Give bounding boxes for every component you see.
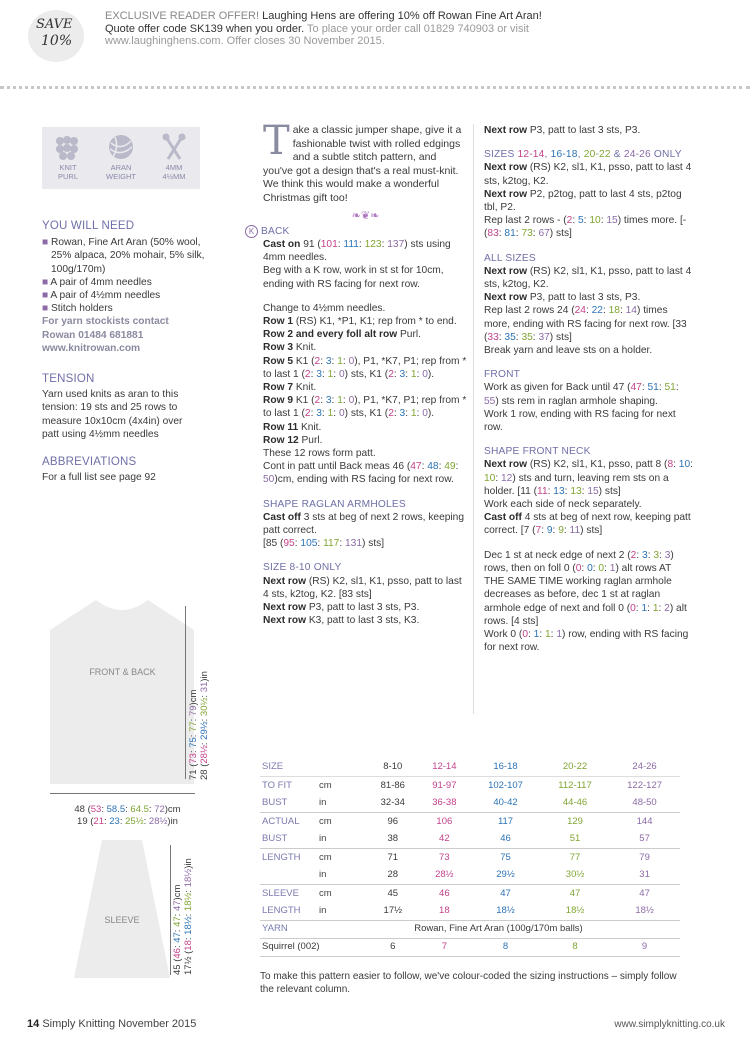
page-number: 14 — [27, 1018, 40, 1030]
raglan-instruction: Cast off 3 sts at beg of next 2 rows, keeping patt correct. [85 (95: 105: 117: 131) sts] — [263, 511, 465, 550]
knit-label: KNIT — [59, 163, 77, 172]
size-8-10-heading: SIZE 8-10 ONLY — [263, 562, 342, 574]
sizes-heading: SIZES 12-14, 16-18, 20-22 & 24-26 ONLY — [484, 149, 682, 161]
stockist-link[interactable]: www.knitrowan.com — [42, 342, 141, 354]
need-item: ■ A pair of 4½mm needles — [42, 290, 161, 302]
needle-4half-label: 4½MM — [162, 172, 186, 181]
tension-heading: TENSION — [42, 373, 95, 385]
front-instruction: Work as given for Back until 47 (47: 51: 51: 55) sts rem in raglan armhole shaping. Work 1 row, ending with RS facing for next row. — [484, 382, 679, 434]
sleeve-height-line — [170, 845, 171, 975]
save-badge-line2: 10% — [41, 33, 73, 49]
need-heading: YOU WILL NEED — [42, 220, 135, 232]
table-row: SIZE 8-10 12-14 16-18 20-22 24-26 — [260, 758, 680, 776]
column-divider — [473, 124, 474, 714]
offer-label: EXCLUSIVE READER OFFER! — [105, 10, 260, 22]
front-back-label: FRONT & BACK — [89, 667, 156, 677]
table-row: in 28 28½ 29½ 30½ 31 — [319, 869, 650, 881]
colour-code-note: To make this pattern easier to follow, we've colour-coded the sizing instructions – simply follow the relevant column. — [260, 971, 677, 995]
drop-cap: T — [263, 118, 290, 164]
tension-section — [42, 373, 202, 441]
magazine-name: Simply Knitting November 2015 — [42, 1018, 197, 1030]
ornament-icon: ❧❦❧ — [351, 209, 380, 222]
need-item: ■ Stitch holders — [42, 303, 113, 315]
weight-label: WEIGHT — [106, 172, 136, 181]
pattern-column-2 — [484, 124, 694, 654]
front-height-line — [185, 606, 186, 779]
table-row: YARN Rowan, Fine Art Aran (100g/170m balls) — [260, 920, 680, 938]
sleeve-height-labels: 45 (46: 47: 47: 47)cm 17½ (18: 18½: 18½: 18½)in — [172, 858, 194, 975]
cast-on-instruction: Cast on 91 (101: 111: 123: 137) sts using 4mm needles. Beg with a K row, work in st st for 10cm, ending with RS facing for next row. — [263, 238, 451, 290]
purl-label: PURL — [57, 172, 78, 181]
abbr-heading: ABBREVIATIONS — [42, 456, 137, 468]
raglan-heading: SHAPE RAGLAN ARMHOLES — [263, 498, 406, 510]
table-row: TO FIT cm 81-86 91-97 102-107 112-117 122-127 — [260, 776, 680, 794]
footer-left — [27, 1018, 196, 1031]
materials-section — [42, 220, 207, 355]
front-width-labels: 48 (53: 58.5: 64.5: 72)cm 19 (21: 23: 25½: 28½)in — [74, 804, 181, 827]
aran-label: ARAN — [110, 163, 132, 172]
needle-4mm-label: 4MM — [165, 163, 183, 172]
header-divider — [0, 86, 750, 89]
pattern-column-1 — [248, 118, 468, 627]
next-row-p3: Next row P3, patt to last 3 sts, P3. — [484, 125, 641, 136]
abbr-text: For a full list see page 92 — [42, 472, 156, 484]
footer-url[interactable]: www.simplyknitting.co.uk — [614, 1019, 725, 1030]
all-sizes-instruction: Next row (RS) K2, sl1, K1, psso, patt to last 4 sts, k2tog, K2. Next row P3, patt to last 3 sts, P3. Rep last 2 rows 24 (24: 22: 18: 14) times more, ending with RS facing for next row. [33 (33: 35: 35: 37) sts] Break yarn and leave sts on a holder. — [484, 265, 692, 357]
front-neck-heading: SHAPE FRONT NECK — [484, 446, 591, 458]
offer-line3: www.laughinghens.com. Offer closes 30 November 2015. — [105, 35, 385, 47]
knit-purl-icon — [54, 133, 82, 189]
all-sizes-heading: ALL SIZES — [484, 252, 536, 264]
abbreviations-section — [42, 456, 202, 484]
need-item: ■ Rowan, Fine Art Aran (50% wool, 25% alpaca, 20% mohair, 5% silk, 100g/170m) — [42, 237, 205, 275]
offer-line1: Laughing Hens are offering 10% off Rowan Fine Art Aran! — [262, 10, 542, 22]
size-table — [260, 758, 680, 957]
table-row: ACTUAL cm 96 106 117 129 144 — [260, 812, 680, 830]
size-8-10-instruction: Next row (RS) K2, sl1, K1, psso, patt to last 4 sts, k2tog, K2. [83 sts] Next row P3, patt to last 3 sts, P3. Next row K3, patt to last 3 sts, K3. — [263, 575, 462, 627]
front-width-line — [50, 793, 195, 794]
table-row: Squirrel (002) 6 7 8 8 9 — [260, 938, 680, 956]
table-row: BUST in 32-34 36-38 40-42 44-46 48-50 — [262, 797, 657, 809]
tension-text: Yarn used knits as aran to this tension: 19 sts and 25 rows to measure 10x10cm (4x4in) over patt using 4½mm needles — [42, 389, 183, 440]
intro-paragraph: Take a classic jumper shape, give it a fashionable twist with rolled edgings and a subtle stitch pattern, and you've got a design that's a real must-knit. We think this would make a wonderful Christmas gift too! — [263, 118, 462, 204]
back-heading: K BACK — [245, 225, 468, 238]
save-badge-line1: SAVE — [36, 17, 73, 32]
sleeve-diagram — [72, 840, 172, 980]
yarn-ball-icon — [106, 133, 136, 189]
sizes-instruction: Next row (RS) K2, sl1, K1, psso, patt to last 4 sts, k2tog, K2. Next row P2, p2tog, patt to last 4 sts, p2tog tbl, P2. Rep last 2 rows - (2: 5: 10: 15) times more. [- (83: 81: 73: 67) sts] — [484, 162, 692, 240]
front-neck-instruction: Next row (RS) K2, sl1, K1, psso, patt 8 (8: 10: 10: 12) sts and turn, leaving rem sts on a holder. [11 (11: 13: 13: 15) sts] Work each side of neck separately. Cast off 4 sts at beg of next row, keeping patt correct. [7 (7: 9: 9: 11) sts] — [484, 459, 693, 537]
stockist-line2: Rowan 01484 681881 — [42, 329, 144, 341]
front-heading: FRONT — [484, 369, 521, 381]
info-icons-box — [42, 127, 200, 189]
table-row: SLEEVE cm 45 46 47 47 47 — [260, 884, 680, 902]
table-row: LENGTH in 17½ 18 18½ 18½ 18½ — [262, 905, 654, 917]
offer-text — [105, 10, 735, 48]
sleeve-label: SLEEVE — [104, 915, 140, 925]
table-row: LENGTH cm 71 73 75 77 79 — [260, 848, 680, 866]
offer-line2b: To place your order call 01829 740903 or visit — [307, 22, 529, 35]
knit-k-icon: K — [245, 225, 258, 238]
needles-icon — [160, 133, 188, 189]
stockist-line1: For yarn stockists contact — [42, 316, 169, 328]
front-back-diagram — [50, 600, 195, 785]
pattern-rows: Change to 4½mm needles. Row 1 (RS) K1, *P1, K1; rep from * to end. Row 2 and every foll alt row Purl. Row 3 Knit. Row 5 K1 (2: 3: 1: 0), P1, *K7, P1; rep from * to last 1 (2: 3: 1: 0) sts, K1 (2: 3: 1: 0). Row 7 Knit. Row 9 K1 (2: 3: 1: 0), P1, *K7, P1; rep from * to last 1 (2: 3: 1: 0) sts, K1 (2: 3: 1: 0). Row 11 Knit. Row 12 Purl. These 12 rows form patt. Cont in patt until Back meas 46 (47: 48: 49: 50)cm, ending with RS facing for next row. — [263, 302, 467, 486]
front-height-labels: 71 (73: 75: 77: 79)cm 28 (28½: 29½: 30½: 31)in — [188, 671, 210, 780]
need-item: ■ A pair of 4mm needles — [42, 276, 152, 288]
save-badge — [28, 10, 84, 62]
offer-line2a: Quote offer code SK139 when you order. — [105, 22, 305, 35]
table-row: BUST in 38 42 46 51 57 — [262, 833, 650, 845]
neck-decrease-instruction: Dec 1 st at neck edge of next 2 (2: 3: 3: 3) rows, then on foll 0 (0: 0: 0: 1) alt rows AT THE SAME TIME working raglan armhole decreases as before, dec 1 st at raglan armhole edge of next and foll 0 (0: 1: 1: 2) alt rows. [4 sts] Work 0 (0: 1: 1: 1) row, ending with RS facing for next row. — [484, 549, 689, 654]
